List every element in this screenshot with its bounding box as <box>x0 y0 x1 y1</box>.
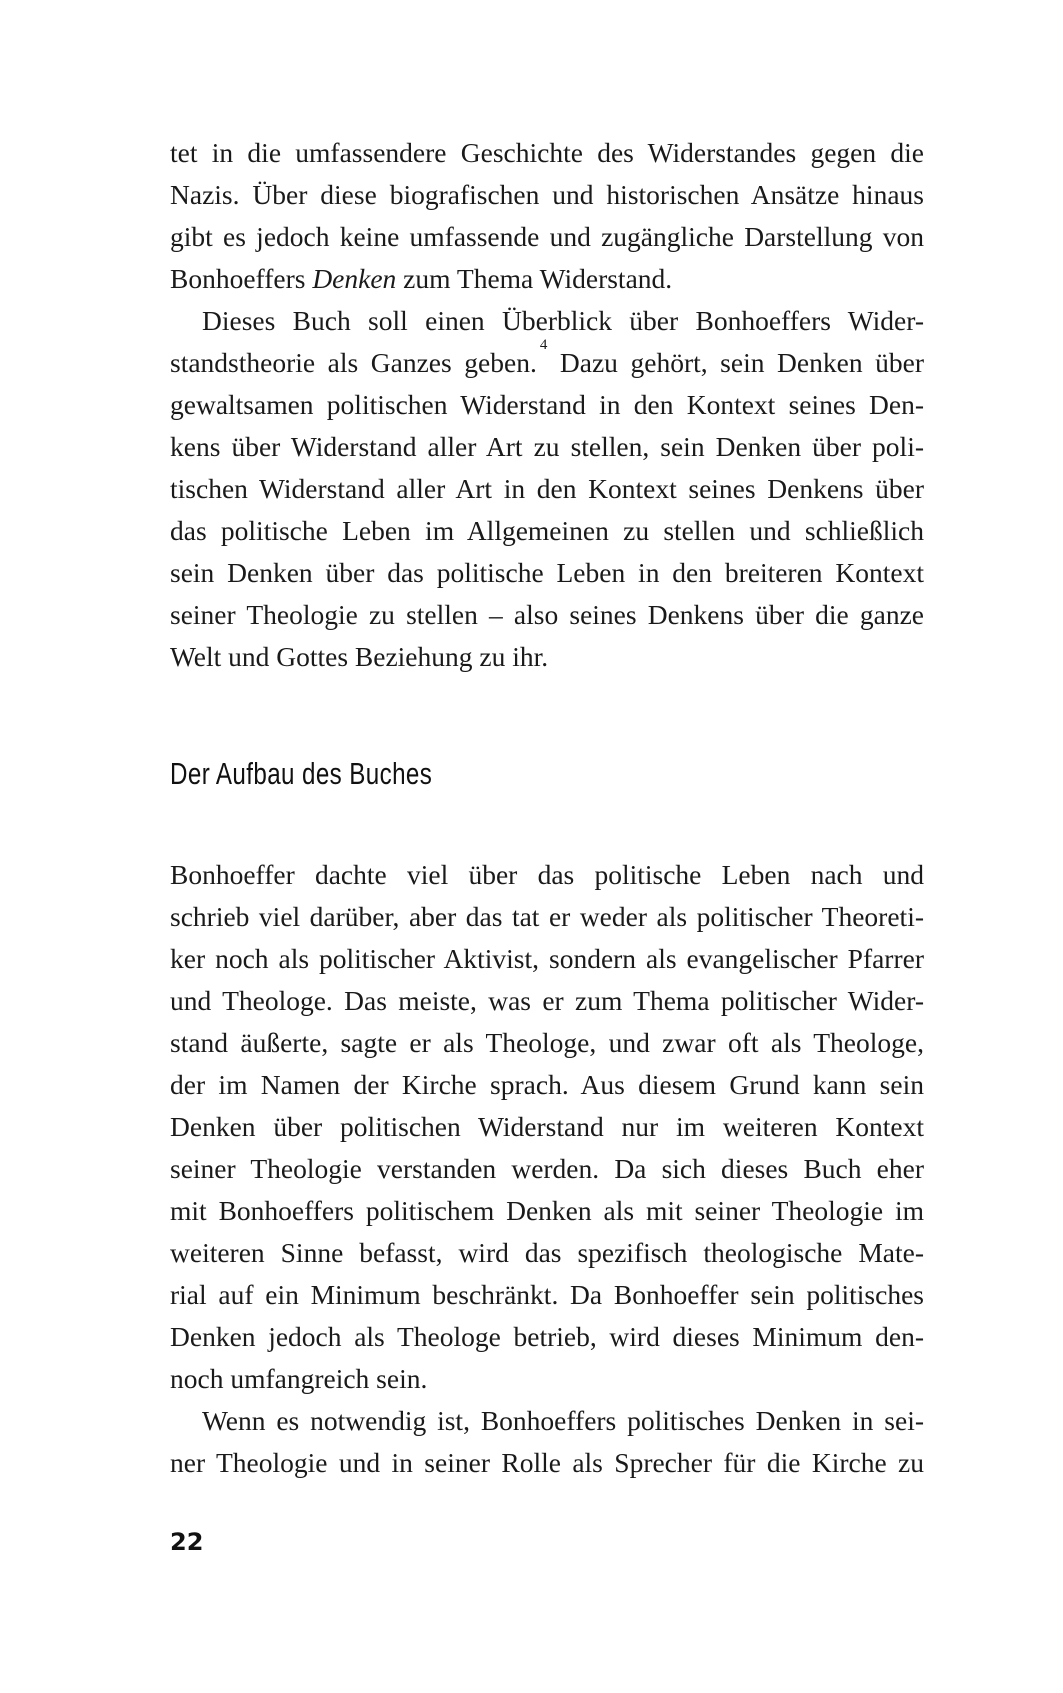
text-line: ker noch als politischer Aktivist, sondern als evangelischer Pfarrer <box>170 943 924 974</box>
text-line: kens über Widerstand aller Art zu stellen, sein Denken über poli- <box>170 431 924 462</box>
text-line: stand äußerte, sagte er als Theologe, und zwar oft als Theologe, <box>170 1027 924 1058</box>
paragraph-2 <box>170 300 924 678</box>
text-fragment: standstheorie als Ganzes geben. <box>170 347 537 378</box>
text-line: das politische Leben im Allgemeinen zu stellen und schließlich <box>170 515 924 546</box>
text-line: Denken über politischen Widerstand nur im weiteren Kontext <box>170 1111 924 1142</box>
section-heading: Der Aufbau des Buches <box>170 756 433 791</box>
text-fragment: Dazu gehört, sein Denken über <box>547 347 924 378</box>
text-line: Nazis. Über diese biografischen und historischen Ansätze hinaus <box>170 179 924 210</box>
text-line: seiner Theologie zu stellen – also seines Denkens über die ganze <box>170 599 924 630</box>
text-line: noch umfangreich sein. <box>170 1363 428 1394</box>
text-line: schrieb viel darüber, aber das tat er weder als politischer Theoreti- <box>170 901 924 932</box>
emphasized-word: Denken <box>312 263 397 294</box>
text-line: Bonhoeffer dachte viel über das politische Leben nach und <box>170 859 924 890</box>
text-fragment: zum Thema Widerstand. <box>396 263 673 294</box>
text-line: gibt es jedoch keine umfassende und zugängliche Darstellung von <box>170 221 924 252</box>
text-line <box>170 258 924 300</box>
text-line: tischen Widerstand aller Art in den Kontext seines Denkens über <box>170 473 924 504</box>
paragraph-4 <box>170 1400 924 1484</box>
text-line: sein Denken über das politische Leben in den breiteren Kontext <box>170 557 924 588</box>
text-line: weiteren Sinne befasst, wird das spezifisch theologische Mate- <box>170 1237 924 1268</box>
text-line: der im Namen der Kirche sprach. Aus diesem Grund kann sein <box>170 1069 924 1100</box>
paragraph-1 <box>170 132 924 300</box>
text-line: Denken jedoch als Theologe betrieb, wird dieses Minimum den- <box>170 1321 924 1352</box>
text-line: gewaltsamen politischen Widerstand in den Kontext seines Den- <box>170 389 924 420</box>
text-line <box>170 337 924 384</box>
text-line: mit Bonhoeffers politischem Denken als mit seiner Theologie im <box>170 1195 924 1226</box>
footnote-marker[interactable]: 4 <box>539 337 548 353</box>
text-line: Dieses Buch soll einen Überblick über Bonhoeffers Wider- <box>202 305 924 336</box>
text-line: Wenn es notwendig ist, Bonhoeffers politisches Denken in sei- <box>202 1405 924 1436</box>
paragraph-3 <box>170 854 924 1400</box>
text-line: rial auf ein Minimum beschränkt. Da Bonhoeffer sein politisches <box>170 1279 924 1310</box>
text-line: tet in die umfassendere Geschichte des Widerstandes gegen die <box>170 137 924 168</box>
book-page <box>170 132 924 1484</box>
text-line: und Theologe. Das meiste, was er zum Thema politischer Wider- <box>170 985 924 1016</box>
text-line: seiner Theologie verstanden werden. Da sich dieses Buch eher <box>170 1153 924 1184</box>
page-number: 22 <box>170 1528 204 1556</box>
text-line: ner Theologie und in seiner Rolle als Sprecher für die Kirche zu <box>170 1447 924 1478</box>
text-fragment: Bonhoeffers <box>170 263 313 294</box>
text-line: Welt und Gottes Beziehung zu ihr. <box>170 641 549 672</box>
